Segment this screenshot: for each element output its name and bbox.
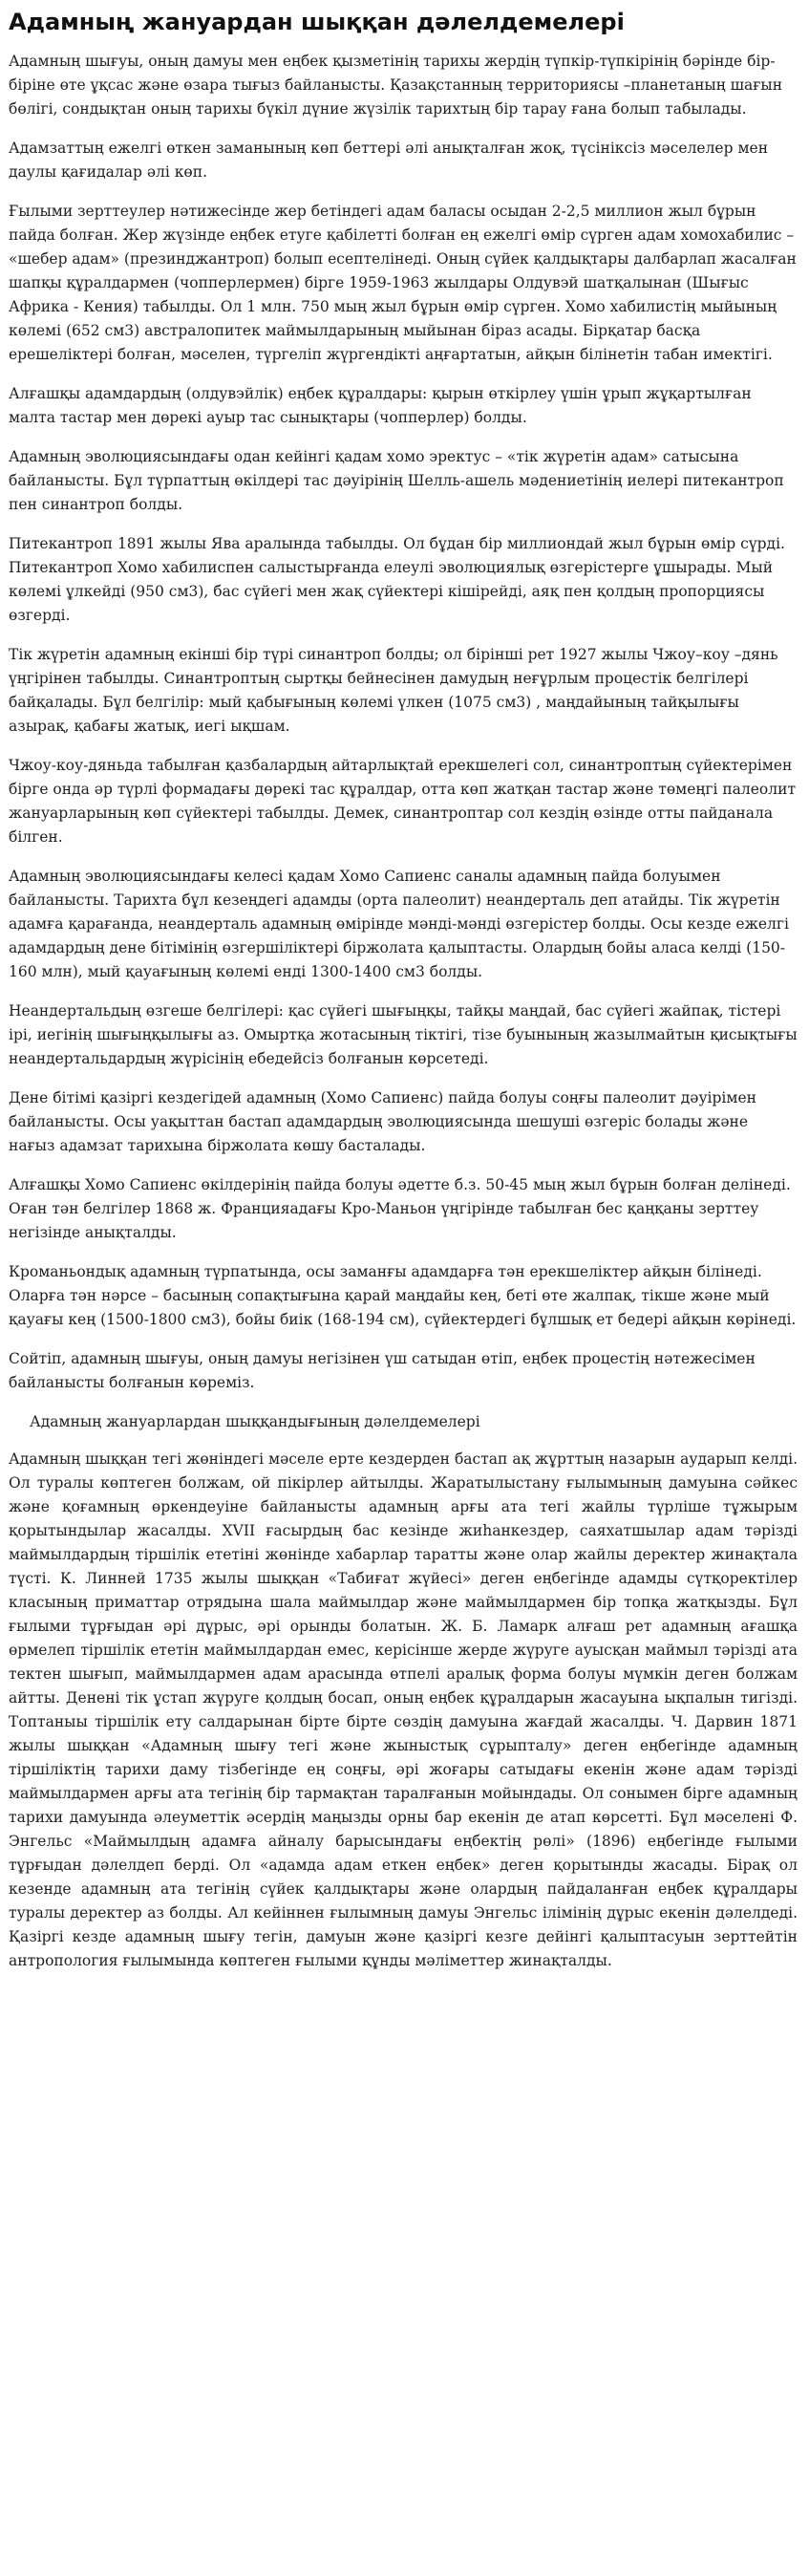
page-title: Адамның жануардан шыққан дәлелдемелері bbox=[9, 9, 625, 35]
paragraph-homo-erectus: Адамның эволюциясындағы одан кейінгі қадам хомо эректус – «тік жүретін адам» сатысына байланысты. Бұл түрпаттың өкілдері тас дәуірінің Шелль-ашель мәдениетінің иелері питекантроп пен синантроп болды. bbox=[9, 448, 784, 513]
paragraph-sinanthropus: Тік жүретін адамның екінші бір түрі синантроп болды; ол біріншi рет 1927 жылы Чжоу–коу –дянь үңгірінен табылды. Синантроптың сыртқы бейнесінен дамудың неғұрлым процестік белгілері байқалады. Бұл белгілір: мый қабығының көлемі үлкен (1075 см3) , маңдайының тайқылығы азырақ, қабағы жатық, иегі ықшам. bbox=[9, 646, 778, 735]
paragraph-pithecanthropus: Питекантроп 1891 жылы Ява аралында табылды. Ол бұдан бір миллиондай жыл бұрын өмір сүрді. Питекантроп Хомо хабилиспен салыстырғанда елеулі эволюциялық өзгерістерге ұшырады. Мый көлемі ұлкейді (950 см3), бас сүйегі мен жақ сүйектері кішірейді, аяқ пен қолдың пропорциясы өзгерді. bbox=[9, 535, 785, 624]
paragraph-unresolved-questions: Адамзаттың ежелгі өткен заманының көп беттері әлі анықталған жоқ, түсініксіз мәселелер мен даулы қағидалар әлі көп. bbox=[9, 140, 769, 181]
paragraph-cro-magnon-features: Кроманьондық адамның түрпатында, осы заманғы адамдарға тән ерекшеліктер айқын білінеді. Оларға тән нәрсе – басының сопақтығына қарай маңдайы кең, беті өте жалпақ, тікше және мый қауағы кең (1500-1800 см3), бойы биік (168-194 см), сүйектердегі бұлшық ет бедері айқын көрінеді. bbox=[9, 1263, 797, 1328]
paragraph-early-tools: Алғашқы адамдардың (олдувэйлік) еңбек құралдары: қырын өткірлеу үшін ұрып жұқартылған малта тастар мен дөрекі ауыр тас сынықтары (чопперлер) болды. bbox=[9, 385, 752, 426]
paragraph-conclusion: Сойтіп, адамның шығуы, оның дамуы негізінен үш сатыдан өтіп, еңбек процестің нәтежесімен байланысты болғанын көреміз. bbox=[9, 1350, 756, 1391]
paragraph-neanderthal-features: Неандертальдың өзгеше белгілері: қас сүйегі шығыңқы, тайқы маңдай, бас сүйегі жайпақ, тістері ірі, иегінің шығыңқылығы аз. Омыртқа жотасының тіктігі, тізе буынының жазылмайтын қисықтығы неандертальдардың жүрісінің ебедейсіз болғанын көрсетеді. bbox=[9, 1002, 798, 1067]
paragraph-origin: Адамның шығуы, оның дамуы мен еңбек қызметінің тарихы жердің түпкір-түпкірінің бәрінде бір-біріне өте ұқсас және өзара тығыз байланысты. Қазақстанның территориясы –планетаның шағын бөлігі, сондықтан оның тарихы бүкіл дүние жүзілік тарихтың бір тарау ғана болып табылады. bbox=[9, 53, 783, 118]
paragraph-homo-sapiens: Дене бітімі қазіргі кездегідей адамның (Хомо Сапиенс) пайда болуы соңғы палеолит дәуірімен байланысты. Осы уақыттан бастап адамдардың эволюциясында шешуші өзгеріс болады және нағыз адамзат тарихына біржолата көшу басталады. bbox=[9, 1089, 756, 1154]
paragraph-zhoukoudian-finds: Чжоу-коу-дяньда табылған қазбалардың айтарлықтай ерекшелегі сол, синантроптың сүйектерімен бірге онда әр түрлі формадағы дөрекі тас құралдар, отта көп жатқан тастар және төмеңгі палеолит жануарларының көп сүйектері табылды. Демек, синантроптар сол кездің өзінде отты пайданала білген. bbox=[9, 757, 797, 846]
paragraph-cro-magnon-discovery: Алғашқы Хомо Сапиенс өкілдерінің пайда болуы әдетте б.з. 50-45 мың жыл бұрын болған делінеді. Оған тән белгілер 1868 ж. Францияадағы Кро-Маньон үңгірінде табылған бес қаңқаны зерттеу негізінде анықталды. bbox=[9, 1176, 791, 1241]
paragraph-evidence: Адамның шыққан тегі жөніндегі мәселе ерте кездерден бастап ақ жұрттың назарын аударып келді. Ол туралы көптеген болжам, ой пікірлер айтылды. Жаратылыстану ғылымының дамуына сәйкес және қоғамның өркендеуіне байланысты адамның арғы ата тегі жайлы түрліше тұжырым қорытындылар жасалды. XVII ғасырдың бас кезінде жиһанкездер, саяхатшылар адам тәрізді маймылдардың тіршілік ететіні жөнінде хабарлар таратты және олар жайлы деректер жинақтала түсті. К. Линней 1735 жылы шыққан «Табиғат жүйесі» деген еңбегінде адамды сүтқоректілер класының приматтар отрядына шала маймылдар және маймылдармен бір топқа жатқызды. Бұл ғылыми тұрғыдан әрі дұрыс, әрі орынды болатын. Ж. Б. Ламарк алғаш рет адамның ағашқа өрмелеп тіршілік ететін маймылдардан емес, керісінше жерде жүруге ауысқан маймыл тәрізді ата тектен шығып, маймылдармен адам арасында өтпелі аралық форма болуы мүмкін деген болжам айтты. Денені тік ұстап жүруге қолдың босап, оның еңбек құралдарын жасауына ықпалын тигізді. Топтаныы тіршілік ету салдарынан бірте бірте сөздің дамуына жағдай жасалды. Ч. Дарвин 1871 жылы шыққан «Адамның шығу тегі және жыныстық сұрыпталу» деген еңбегінде адамның тіршіліктің тарихи даму тізбегінде ең соңғы, әрі жоғары сатыдағы екенін және адам тәрізді маймылдармен арғы ата тегінің бір тармақтан таралғанын мойындады. Ол сонымен бірге адамның тарихи дамуында әлеуметтік әсердің маңызды орны бар екенін де атап көрсетті. Бұл мәселені Ф. Энгельс «Маймылдың адамға айналу барысындағы еңбектің рөлі» (1896) еңбегінде ғылыми тұрғыдан дәлелдеп берді. Ол «адамда адам еткен еңбек» деген қорытынды жасады. Бірақ ол кезенде адамның ата тегінің сүйек қалдықтары және олардың пайдаланған еңбек құралдары туралы деректер аз болды. Ал кейіннен ғылымның дамуы Энгельс ілімінің дұрыс екенін дәлелдеді. Қазіргі кезде адамның шығу тегін, дамуын және қазіргі кезге дейінгі қалыптасуын зерттейтін антропология ғылымында көптеген ғылыми құнды мәліметтер жинақталды. bbox=[9, 1450, 798, 1969]
paragraph-homo-habilis: Ғылыми зерттеулер нәтижесінде жер бетіндегі адам баласы осыдан 2-2,5 миллион жыл бұрын пайда болған. Жер жүзінде еңбек етуге қабілетті болған ең ежелгі өмір сүрген адам хомохабилис – «шебер адам» (презинджантроп) болып есептелінеді. Оның сүйек қалдықтары далбарлап жасалған шапқы құралдармен (чопперлермен) бірге 1959-1963 жылдары Олдувэй шатқалынан (Шығыс Африка - Кения) табылды. Ол 1 млн. 750 мың жыл бұрын өмір сүрген. Хомо хабилистің мыйының көлемі (652 см3) австралопитек маймылдарының мыйынан біраз асады. Бірқатар басқа ерешеліктері болған, мәселен, түргеліп жүргендікті аңғартатын, айқын білінетін табан имектігі. bbox=[9, 203, 797, 363]
paragraph-neanderthal: Адамның эволюциясындағы келесі қадам Хомо Сапиенс саналы адамның пайда болуымен байланысты. Тарихта бұл кезеңдегі адамды (орта палеолит) неандерталь деп атайды. Тік жүретін адамға қарағанда, неандерталь адамның өмірінде мәнді-мәнді өзгерістер болды. Осы кезде ежелгі адамдардың дене бітімінің өзгершіліктері біржолата қалыптасты. Олардың бойы аласа келді (150-160 млн), мый қауағының көлемі енді 1300-1400 см3 болды. bbox=[9, 868, 789, 980]
section-subheading: Адамның жануарлардан шыққандығының дәлелдемелері bbox=[30, 1413, 480, 1430]
